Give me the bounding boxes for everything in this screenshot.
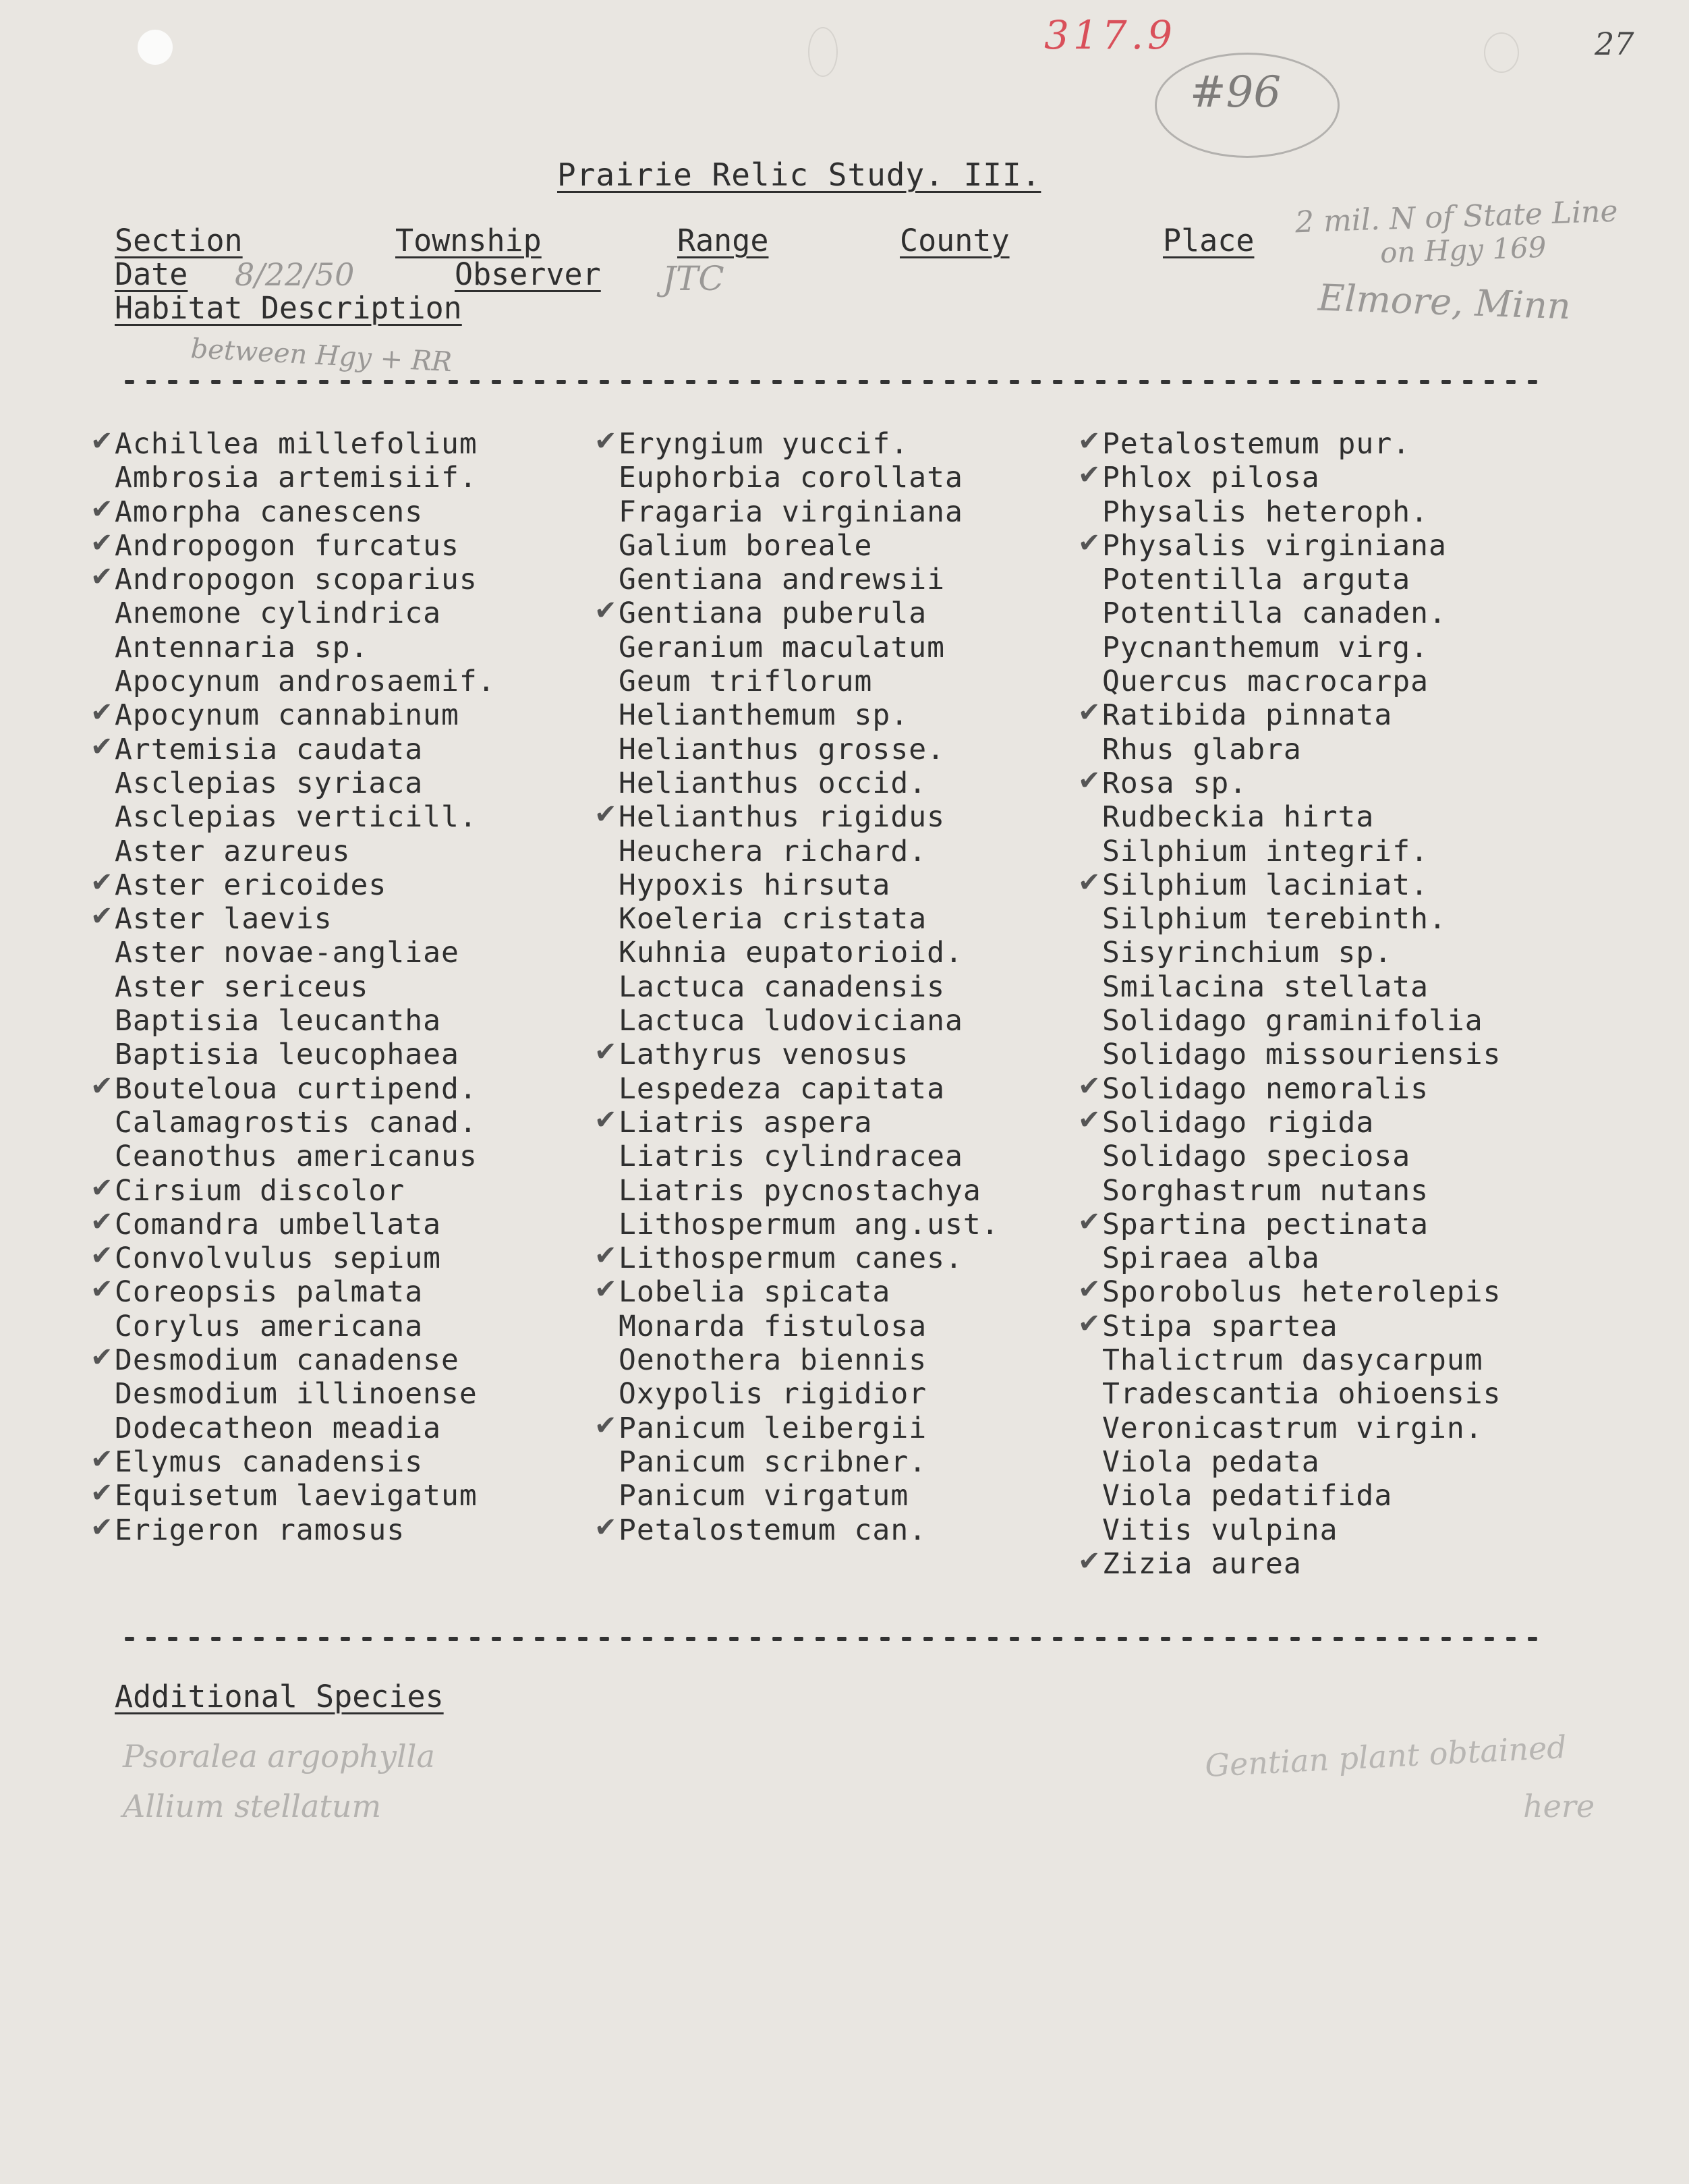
species-name: Thalictrum dasycarpum — [1102, 1343, 1483, 1378]
species-name: Solidago graminifolia — [1102, 1004, 1483, 1038]
species-row — [115, 1445, 496, 1479]
county-label: County — [900, 223, 1010, 258]
species-name: Corylus americana — [115, 1309, 424, 1343]
township-label: Township — [395, 223, 542, 258]
species-name: Monarda fistulosa — [619, 1309, 927, 1343]
species-row — [1102, 698, 1501, 732]
checkmark-icon — [1078, 1103, 1101, 1137]
species-row — [1102, 936, 1501, 970]
species-name: Zizia aurea — [1102, 1546, 1302, 1581]
species-name: Smilacina stellata — [1102, 970, 1429, 1004]
species-column-2 — [619, 427, 1000, 1547]
species-row — [1102, 1038, 1501, 1071]
species-row — [115, 868, 496, 902]
species-name: Lathyrus venosus — [619, 1038, 909, 1072]
habitat-label: Habitat Description — [115, 290, 462, 326]
species-row — [1102, 461, 1501, 495]
checkmark-icon — [1078, 1069, 1101, 1103]
checkmark-icon — [90, 1272, 114, 1306]
species-row — [1102, 563, 1501, 596]
species-name: Liatris cylindracea — [619, 1140, 963, 1174]
species-row — [1102, 1174, 1501, 1208]
dotted-separator-bottom — [119, 1637, 1542, 1641]
checkmark-icon — [90, 560, 114, 594]
species-name: Phlox pilosa — [1102, 461, 1320, 495]
species-row — [1102, 1310, 1501, 1343]
checkmark-icon — [1078, 764, 1101, 797]
species-name: Lobelia spicata — [619, 1275, 891, 1310]
habitat-value: between Hgy + RR — [190, 333, 453, 379]
species-name: Helianthemum sp. — [619, 698, 909, 733]
species-row — [1102, 970, 1501, 1004]
species-name: Solidago speciosa — [1102, 1140, 1411, 1174]
species-row — [1102, 427, 1501, 461]
species-row — [1102, 1140, 1501, 1173]
species-row — [115, 1479, 496, 1513]
checkmark-icon — [90, 1443, 114, 1476]
section-label: Section — [115, 223, 243, 258]
species-row — [115, 631, 496, 665]
species-name: Oxypolis rigidior — [619, 1377, 927, 1411]
species-name: Lactuca canadensis — [619, 970, 945, 1004]
species-row — [115, 1377, 496, 1411]
species-name: Liatris pycnostachya — [619, 1173, 981, 1208]
species-row — [1102, 1377, 1501, 1411]
species-row — [619, 1377, 1000, 1411]
record-number: #96 — [1190, 67, 1282, 117]
species-name: Gentiana puberula — [619, 596, 927, 631]
species-row — [619, 1174, 1000, 1208]
species-row — [115, 461, 496, 495]
checkmark-icon — [90, 424, 114, 458]
species-name: Aster sericeus — [115, 970, 369, 1004]
observer-label: Observer — [455, 256, 601, 292]
species-name: Ambrosia artemisiif. — [115, 461, 478, 495]
species-row — [619, 495, 1000, 529]
species-name: Quercus macrocarpa — [1102, 665, 1429, 699]
species-row — [619, 596, 1000, 630]
species-row — [1102, 631, 1501, 665]
species-row — [115, 1310, 496, 1343]
species-row — [115, 1106, 496, 1140]
species-name: Achillea millefolium — [115, 427, 478, 461]
species-row — [115, 1038, 496, 1071]
checkmark-icon — [1078, 1205, 1101, 1239]
species-name: Helianthus grosse. — [619, 732, 945, 766]
species-row — [1102, 1479, 1501, 1513]
species-name: Ceanothus americanus — [115, 1140, 478, 1174]
species-name: Solidago missouriensis — [1102, 1038, 1501, 1072]
checkmark-icon — [90, 696, 114, 729]
species-name: Erigeron ramosus — [115, 1513, 405, 1547]
species-row — [115, 835, 496, 868]
species-name: Eryngium yuccif. — [619, 427, 909, 461]
checkmark-icon — [594, 1035, 618, 1069]
species-name: Viola pedata — [1102, 1445, 1320, 1479]
species-row — [115, 1275, 496, 1309]
species-row — [115, 596, 496, 630]
species-name: Fragaria virginiana — [619, 495, 963, 529]
species-name: Apocynum cannabinum — [115, 698, 459, 733]
species-name: Geum triflorum — [619, 665, 873, 699]
species-row — [619, 1275, 1000, 1309]
species-name: Panicum virgatum — [619, 1479, 909, 1513]
species-name: Solidago rigida — [1102, 1105, 1375, 1140]
species-name: Helianthus occid. — [619, 766, 927, 800]
species-row — [619, 733, 1000, 766]
checkmark-icon — [1078, 1272, 1101, 1306]
species-row — [1102, 1106, 1501, 1140]
checkmark-icon — [1078, 424, 1101, 458]
checkmark-icon — [594, 1511, 618, 1544]
species-name: Lithospermum canes. — [619, 1241, 963, 1276]
species-name: Veronicastrum virgin. — [1102, 1411, 1483, 1445]
species-name: Convolvulus sepium — [115, 1241, 441, 1276]
additional-species-1: Psoralea argophylla — [123, 1738, 435, 1774]
checkmark-icon — [90, 493, 114, 526]
species-name: Silphium integrif. — [1102, 834, 1429, 868]
species-name: Cirsium discolor — [115, 1173, 405, 1208]
species-row — [115, 1004, 496, 1038]
species-row — [1102, 902, 1501, 936]
species-row — [619, 1140, 1000, 1173]
species-row — [115, 427, 496, 461]
species-name: Andropogon furcatus — [115, 528, 459, 563]
checkmark-icon — [90, 1205, 114, 1239]
species-name: Elymus canadensis — [115, 1445, 424, 1479]
species-name: Anemone cylindrica — [115, 596, 441, 631]
date-value: 8/22/50 — [235, 256, 355, 293]
species-name: Dodecatheon meadia — [115, 1411, 441, 1445]
checkmark-icon — [594, 424, 618, 458]
species-name: Euphorbia corollata — [619, 461, 963, 495]
species-row — [619, 1241, 1000, 1275]
additional-note-line1: Gentian plant obtained — [1203, 1728, 1568, 1785]
species-row — [115, 495, 496, 529]
species-name: Liatris aspera — [619, 1105, 873, 1140]
species-row — [115, 733, 496, 766]
species-row — [619, 1445, 1000, 1479]
species-name: Silphium terebinth. — [1102, 902, 1447, 936]
species-name: Aster laevis — [115, 902, 333, 936]
species-name: Gentiana andrewsii — [619, 563, 945, 597]
species-name: Lespedeza capitata — [619, 1071, 945, 1106]
species-name: Pycnanthemum virg. — [1102, 630, 1429, 665]
species-column-3 — [1102, 427, 1501, 1581]
species-name: Desmodium canadense — [115, 1343, 459, 1378]
checkmark-icon — [90, 1069, 114, 1103]
species-row — [619, 665, 1000, 698]
checkmark-icon — [1078, 1544, 1101, 1578]
species-name: Vitis vulpina — [1102, 1513, 1338, 1547]
checkmark-icon — [1078, 526, 1101, 560]
species-name: Rudbeckia hirta — [1102, 800, 1375, 835]
place-value-line2: on Hgy 169 — [1379, 230, 1547, 270]
species-name: Hypoxis hirsuta — [619, 868, 891, 902]
species-row — [115, 1174, 496, 1208]
species-name: Galium boreale — [619, 528, 873, 563]
species-name: Rosa sp. — [1102, 766, 1248, 800]
species-name: Sporobolus heterolepis — [1102, 1275, 1501, 1310]
species-row — [619, 766, 1000, 800]
checkmark-icon — [90, 1239, 114, 1272]
species-row — [1102, 1004, 1501, 1038]
species-row — [619, 902, 1000, 936]
checkmark-icon — [90, 730, 114, 764]
species-name: Aster azureus — [115, 834, 351, 868]
species-row — [1102, 800, 1501, 834]
species-row — [115, 766, 496, 800]
species-row — [1102, 1513, 1501, 1547]
species-row — [115, 1241, 496, 1275]
species-row — [1102, 1241, 1501, 1275]
species-row — [619, 529, 1000, 563]
species-name: Ratibida pinnata — [1102, 698, 1393, 733]
fold-mark — [808, 27, 838, 77]
species-row — [1102, 1072, 1501, 1106]
species-name: Andropogon scoparius — [115, 563, 478, 597]
page-number: 27 — [1595, 26, 1634, 62]
species-name: Spiraea alba — [1102, 1241, 1320, 1276]
species-row — [115, 698, 496, 732]
species-name: Desmodium illinoense — [115, 1377, 478, 1411]
species-row — [115, 1343, 496, 1377]
species-row — [1102, 665, 1501, 698]
species-name: Petalostemum can. — [619, 1513, 927, 1547]
species-row — [115, 800, 496, 834]
species-name: Aster novae-angliae — [115, 936, 459, 970]
date-label: Date — [115, 256, 188, 292]
checkmark-icon — [594, 1239, 618, 1272]
checkmark-icon — [90, 866, 114, 899]
species-name: Aster ericoides — [115, 868, 387, 902]
species-row — [619, 1106, 1000, 1140]
species-row — [619, 1310, 1000, 1343]
checkmark-icon — [594, 1409, 618, 1443]
species-name: Petalostemum pur. — [1102, 427, 1411, 461]
species-row — [1102, 596, 1501, 630]
species-name: Geranium maculatum — [619, 630, 945, 665]
checkmark-icon — [1078, 458, 1101, 492]
species-row — [619, 1004, 1000, 1038]
species-row — [1102, 1208, 1501, 1241]
species-row — [1102, 1411, 1501, 1445]
place-value-line1: 2 mil. N of State Line — [1294, 194, 1619, 240]
species-name: Baptisia leucantha — [115, 1004, 441, 1038]
checkmark-icon — [594, 797, 618, 831]
species-name: Panicum leibergii — [619, 1411, 927, 1445]
species-row — [619, 868, 1000, 902]
species-name: Coreopsis palmata — [115, 1275, 424, 1310]
species-row — [619, 835, 1000, 868]
dotted-separator-top — [119, 380, 1542, 384]
observer-value: JTC — [662, 259, 724, 298]
species-row — [1102, 1275, 1501, 1309]
species-row — [619, 1038, 1000, 1071]
species-row — [1102, 1547, 1501, 1581]
species-name: Spartina pectinata — [1102, 1207, 1429, 1241]
species-row — [619, 1513, 1000, 1547]
species-row — [619, 631, 1000, 665]
species-row — [115, 1072, 496, 1106]
checkmark-icon — [90, 1476, 114, 1510]
species-name: Physalis heteroph. — [1102, 495, 1429, 529]
species-name: Sorghastrum nutans — [1102, 1173, 1429, 1208]
species-row — [619, 461, 1000, 495]
species-name: Koeleria cristata — [619, 902, 927, 936]
species-name: Asclepias syriaca — [115, 766, 424, 800]
checkmark-icon — [594, 1272, 618, 1306]
checkmark-icon — [90, 1511, 114, 1544]
species-row — [115, 1208, 496, 1241]
species-name: Silphium laciniat. — [1102, 868, 1429, 902]
checkmark-icon — [1078, 866, 1101, 899]
species-row — [619, 1208, 1000, 1241]
species-row — [115, 1411, 496, 1445]
species-name: Asclepias verticill. — [115, 800, 478, 835]
species-name: Equisetum laevigatum — [115, 1479, 478, 1513]
species-row — [115, 970, 496, 1004]
species-row — [619, 1072, 1000, 1106]
species-name: Lactuca ludoviciana — [619, 1004, 963, 1038]
species-row — [1102, 529, 1501, 563]
species-row — [619, 1479, 1000, 1513]
species-name: Sisyrinchium sp. — [1102, 936, 1393, 970]
checkmark-icon — [594, 594, 618, 627]
species-row — [1102, 835, 1501, 868]
species-row — [115, 1513, 496, 1547]
species-row — [1102, 1445, 1501, 1479]
species-row — [115, 936, 496, 970]
additional-species-label: Additional Species — [115, 1679, 444, 1714]
range-label: Range — [677, 223, 769, 258]
species-row — [619, 563, 1000, 596]
checkmark-icon — [90, 526, 114, 560]
species-name: Calamagrostis canad. — [115, 1105, 478, 1140]
species-column-1 — [115, 427, 496, 1547]
species-name: Artemisia caudata — [115, 732, 424, 766]
species-row — [115, 563, 496, 596]
species-name: Baptisia leucophaea — [115, 1038, 459, 1072]
species-name: Apocynum androsaemif. — [115, 665, 496, 699]
species-row — [115, 665, 496, 698]
additional-species-2: Allium stellatum — [123, 1788, 382, 1824]
species-name: Amorpha canescens — [115, 495, 424, 529]
place-label: Place — [1163, 223, 1255, 258]
species-name: Kuhnia eupatorioid. — [619, 936, 963, 970]
species-name: Bouteloua curtipend. — [115, 1071, 478, 1106]
species-name: Stipa spartea — [1102, 1309, 1338, 1343]
species-name: Solidago nemoralis — [1102, 1071, 1429, 1106]
species-row — [115, 902, 496, 936]
species-name: Tradescantia ohioensis — [1102, 1377, 1501, 1411]
page-title: Prairie Relic Study. III. — [557, 157, 1041, 193]
species-name: Rhus glabra — [1102, 732, 1302, 766]
checkmark-icon — [90, 1341, 114, 1374]
species-row — [619, 427, 1000, 461]
place-value-line3: Elmore, Minn — [1317, 276, 1572, 328]
species-row — [619, 936, 1000, 970]
species-row — [115, 1140, 496, 1173]
species-row — [1102, 1343, 1501, 1377]
species-name: Oenothera biennis — [619, 1343, 927, 1378]
species-name: Potentilla arguta — [1102, 563, 1411, 597]
species-name: Viola pedatifida — [1102, 1479, 1393, 1513]
species-row — [619, 698, 1000, 732]
additional-note-line2: here — [1523, 1788, 1595, 1824]
species-name: Heuchera richard. — [619, 834, 927, 868]
species-row — [1102, 766, 1501, 800]
fold-mark — [1484, 32, 1519, 73]
checkmark-icon — [594, 1103, 618, 1137]
checkmark-icon — [90, 899, 114, 933]
species-name: Panicum scribner. — [619, 1445, 927, 1479]
punch-hole — [138, 30, 173, 65]
species-row — [1102, 868, 1501, 902]
species-row — [619, 800, 1000, 834]
species-row — [619, 1411, 1000, 1445]
species-row — [619, 970, 1000, 1004]
checkmark-icon — [90, 1171, 114, 1205]
species-row — [1102, 495, 1501, 529]
catalog-number: 317.9 — [1044, 12, 1177, 58]
species-name: Antennaria sp. — [115, 630, 369, 665]
species-name: Helianthus rigidus — [619, 800, 945, 835]
species-name: Lithospermum ang.ust. — [619, 1207, 1000, 1241]
species-row — [115, 529, 496, 563]
species-name: Comandra umbellata — [115, 1207, 441, 1241]
species-row — [1102, 733, 1501, 766]
checkmark-icon — [1078, 1307, 1101, 1341]
species-row — [619, 1343, 1000, 1377]
species-name: Physalis virginiana — [1102, 528, 1447, 563]
species-name: Potentilla canaden. — [1102, 596, 1447, 631]
checkmark-icon — [1078, 696, 1101, 729]
